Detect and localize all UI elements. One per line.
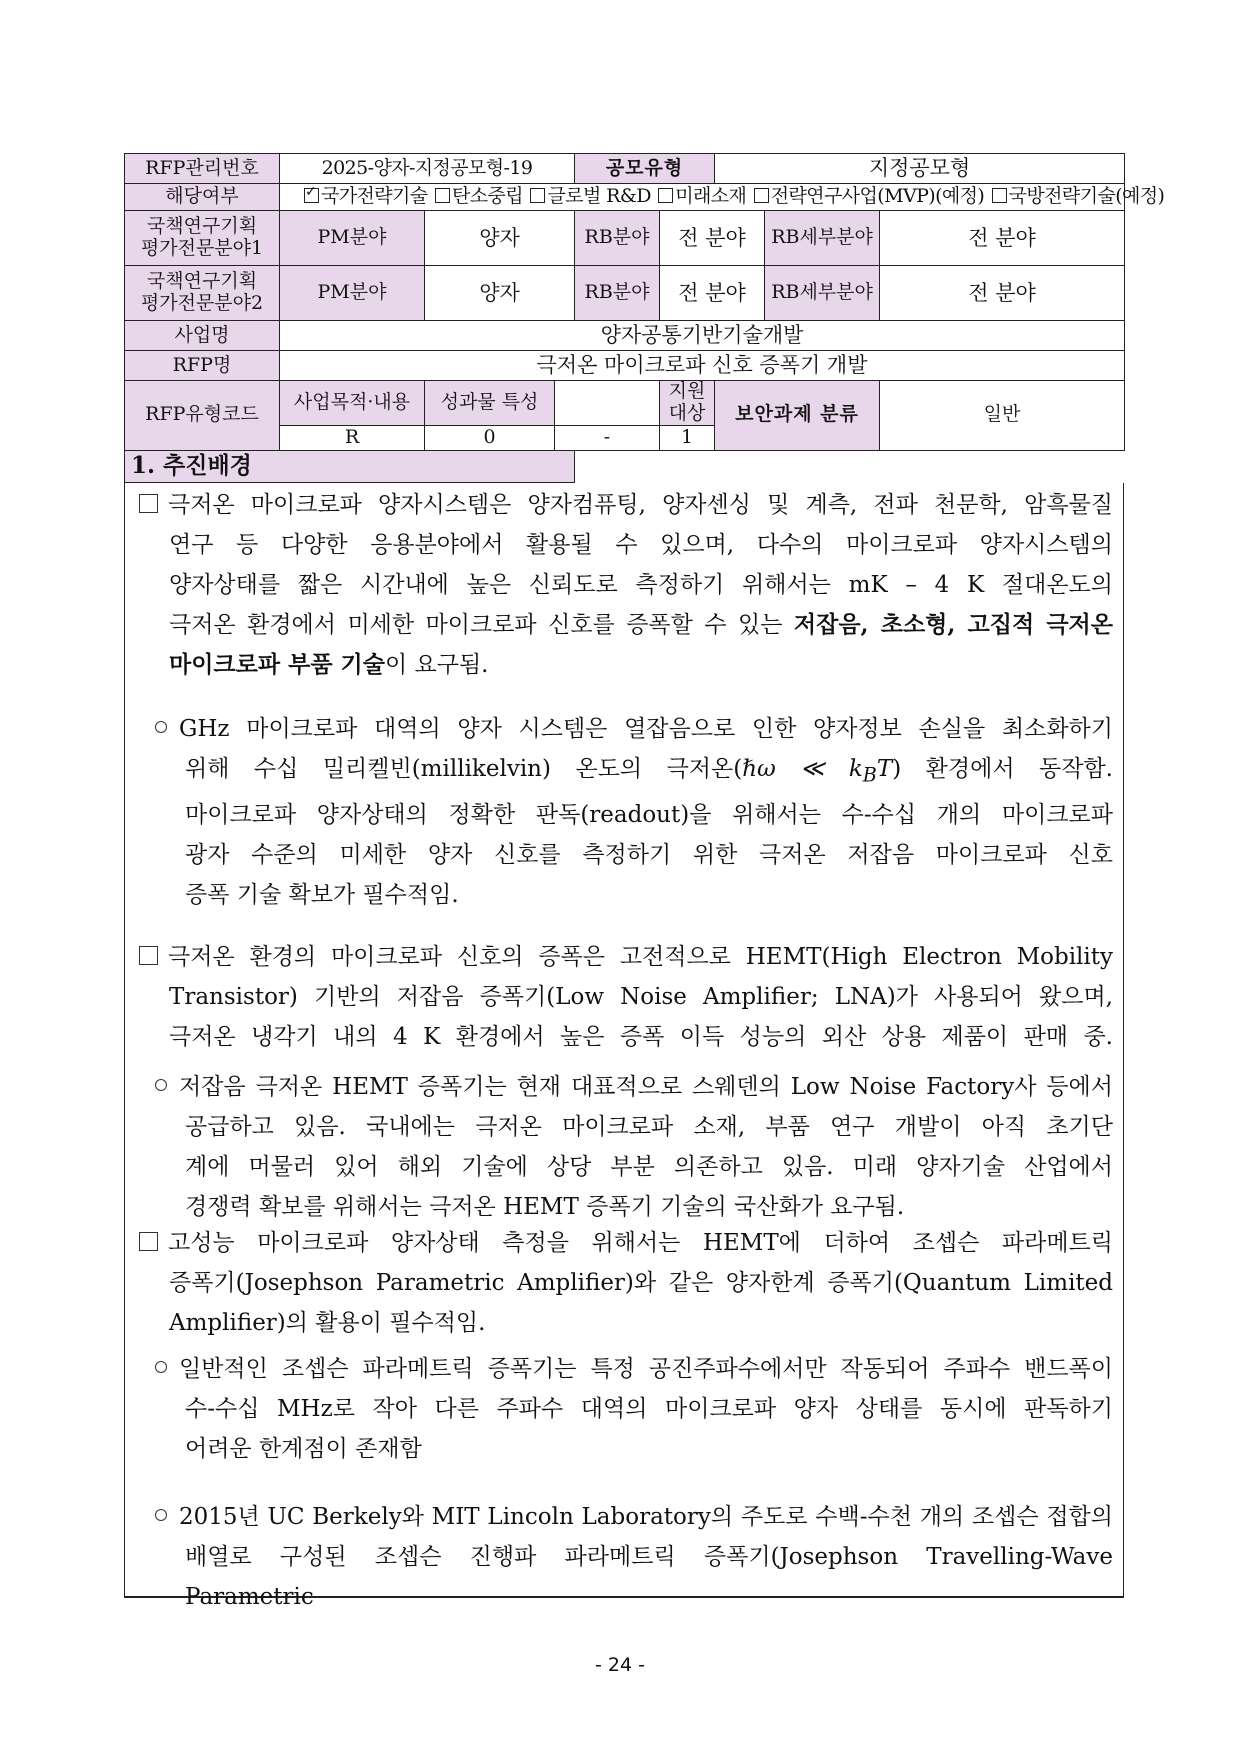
content-body — [124, 483, 1124, 1610]
rb-field-value: 전 분야 — [660, 266, 765, 321]
circle-bullet-icon — [155, 1361, 167, 1373]
code-header-purpose: 사업목적·내용 — [280, 381, 425, 426]
paragraph-hemt-lna: 극저온 환경의 마이크로파 신호의 증폭은 고전적으로 HEMT(High Electron Mobility Transistor) 기반의 저잡음 증폭기(Low Noise Amplifier; LNA)가 사용되어 왔으며, 극저온 냉각기 내의 4 K 환경에서 높은 증폭 이득 성능의 외산 상용 제품이 판매 중. — [139, 937, 1113, 1057]
rb-sub-field-label: RB세부분야 — [765, 211, 880, 266]
code-value-purpose: R — [280, 425, 425, 450]
circle-bullet-icon — [155, 721, 167, 733]
rfp-header-table — [124, 153, 1165, 483]
code-value-output: 0 — [425, 425, 555, 450]
circle-bullet-icon — [155, 1509, 167, 1521]
rb-field-label: RB분야 — [575, 211, 660, 266]
pm-field-value: 양자 — [425, 211, 575, 266]
applicability-label: 해당여부 — [125, 184, 280, 211]
rb-field-label: RB분야 — [575, 266, 660, 321]
contest-type-value: 지정공모형 — [715, 154, 1125, 184]
sub-item-ghz-system: GHz 마이크로파 대역의 양자 시스템은 열잡음으로 인한 양자정보 손실을 최소화하기 위해 수십 밀리켈빈(millikelvin) 온도의 극저온(ℏω ≪ $k_BT$) 환경에서 동작함. 마이크로파 양자상태의 정확한 판독(readout)을 위해서는 수-수십 개의 마이크로파 광자 수준의 미세한 양자 신호를 측정하기 위한 극저온 저잡음 마이크로파 신호 증폭 기술 확보가 필수적임. — [155, 709, 1113, 916]
sub-item-hemt-domestic: 저잡음 극저온 HEMT 증폭기는 현재 대표적으로 스웨덴의 Low Noise Factory사 등에서 공급하고 있음. 국내에는 극저온 마이크로파 소재, 부품 연구 개발이 아직 초기단 계에 머물러 있어 해외 기술에 상당 부분 의존하고 있음. 미래 양자기술 산업에서 경쟁력 확보를 위해서는 극저온 HEMT 증폭기 기술의 국산화가 요구됨. — [155, 1067, 1113, 1227]
paragraph-background-1: 극저온 마이크로파 양자시스템은 양자컴퓨팅, 양자센싱 및 계측, 전파 천문학, 암흑물질 연구 등 다양한 응용분야에서 활용될 수 있으며, 다수의 마이크로파 양자시스템의 양자상태를 짧은 시간내에 높은 신뢰도로 측정하기 위해서는 mK – 4 K 절대온도의 극저온 환경에서 미세한 마이크로파 신호를 증폭할 수 있는 저잡음, 초소형, 고집적 극저온 마이크로파 부품 기술이 요구됨. — [139, 485, 1113, 685]
code-header-target: 지원대상 — [660, 381, 715, 426]
contest-type-label: 공모유형 — [575, 154, 715, 184]
circle-bullet-icon — [155, 1079, 167, 1091]
pm-field-label: PM분야 — [280, 211, 425, 266]
code-value-blank: - — [555, 425, 660, 450]
eval-field-2-label: 국책연구기획 평가전문분야2 — [125, 266, 280, 321]
checkbox-defense-strategic[interactable]: 국방전략기술(예정) — [990, 185, 1165, 207]
sub-item-jtwpa: 2015년 UC Berkely와 MIT Lincoln Laboratory의 주도로 수백-수천 개의 조셉슨 접합의 배열로 구성된 조셉슨 진행파 파라메트릭 증폭기(Josephson Travelling-Wave Parametric — [155, 1497, 1113, 1617]
rfp-name-label: RFP명 — [125, 351, 280, 381]
rfp-no-value: 2025-양자-지정공모형-19 — [280, 154, 575, 184]
eval-field-1-label: 국책연구기획 평가전문분야1 — [125, 211, 280, 266]
pm-field-label: PM분야 — [280, 266, 425, 321]
rfp-no-label: RFP관리번호 — [125, 154, 280, 184]
code-header-blank — [555, 381, 660, 426]
security-label: 보안과제 분류 — [715, 381, 880, 451]
checkbox-strategic-research[interactable]: 전략연구사업(MVP)(예정) — [752, 185, 984, 207]
rfp-page — [124, 153, 1165, 1610]
pm-field-value: 양자 — [425, 266, 575, 321]
page-number: - 24 - — [595, 1654, 645, 1676]
checkbox-carbon-neutral[interactable]: 탄소중립 — [433, 185, 523, 207]
paragraph-quantum-limited-amp: 고성능 마이크로파 양자상태 측정을 위해서는 HEMT에 더하여 조셉슨 파라메트릭 증폭기(Josephson Parametric Amplifier)와 같은 양자한계 증폭기(Quantum Limited Amplifier)의 활용이 필수적임. — [139, 1223, 1113, 1343]
rfp-code-label: RFP유형코드 — [125, 381, 280, 451]
checkbox-global-rd[interactable]: 글로벌 R&D — [528, 185, 650, 207]
project-value: 양자공통기반기술개발 — [280, 321, 1125, 351]
project-label: 사업명 — [125, 321, 280, 351]
code-header-output: 성과물 특성 — [425, 381, 555, 426]
rb-field-value: 전 분야 — [660, 211, 765, 266]
applicability-options — [280, 184, 1165, 211]
rfp-name-value: 극저온 마이크로파 신호 증폭기 개발 — [280, 351, 1125, 381]
square-bullet-icon — [139, 494, 158, 513]
section-title: 1. 추진배경 — [125, 450, 575, 482]
code-value-target: 1 — [660, 425, 715, 450]
security-value: 일반 — [880, 381, 1125, 451]
rb-sub-field-value: 전 분야 — [880, 266, 1125, 321]
square-bullet-icon — [139, 1232, 158, 1251]
sub-item-jpa-bandwidth: 일반적인 조셉슨 파라메트릭 증폭기는 특정 공진주파수에서만 작동되어 주파수 밴드폭이 수-수십 MHz로 작아 다른 주파수 대역의 마이크로파 양자 상태를 동시에 판독하기 어려운 한계점이 존재함 — [155, 1349, 1113, 1469]
checkbox-national-strategic[interactable]: ✓ 국가전략기술 — [302, 185, 428, 207]
square-bullet-icon — [139, 946, 158, 965]
section-title-spacer — [575, 450, 1125, 482]
rb-sub-field-value: 전 분야 — [880, 211, 1125, 266]
rb-sub-field-label: RB세부분야 — [765, 266, 880, 321]
checkbox-future-materials[interactable]: 미래소재 — [656, 185, 746, 207]
